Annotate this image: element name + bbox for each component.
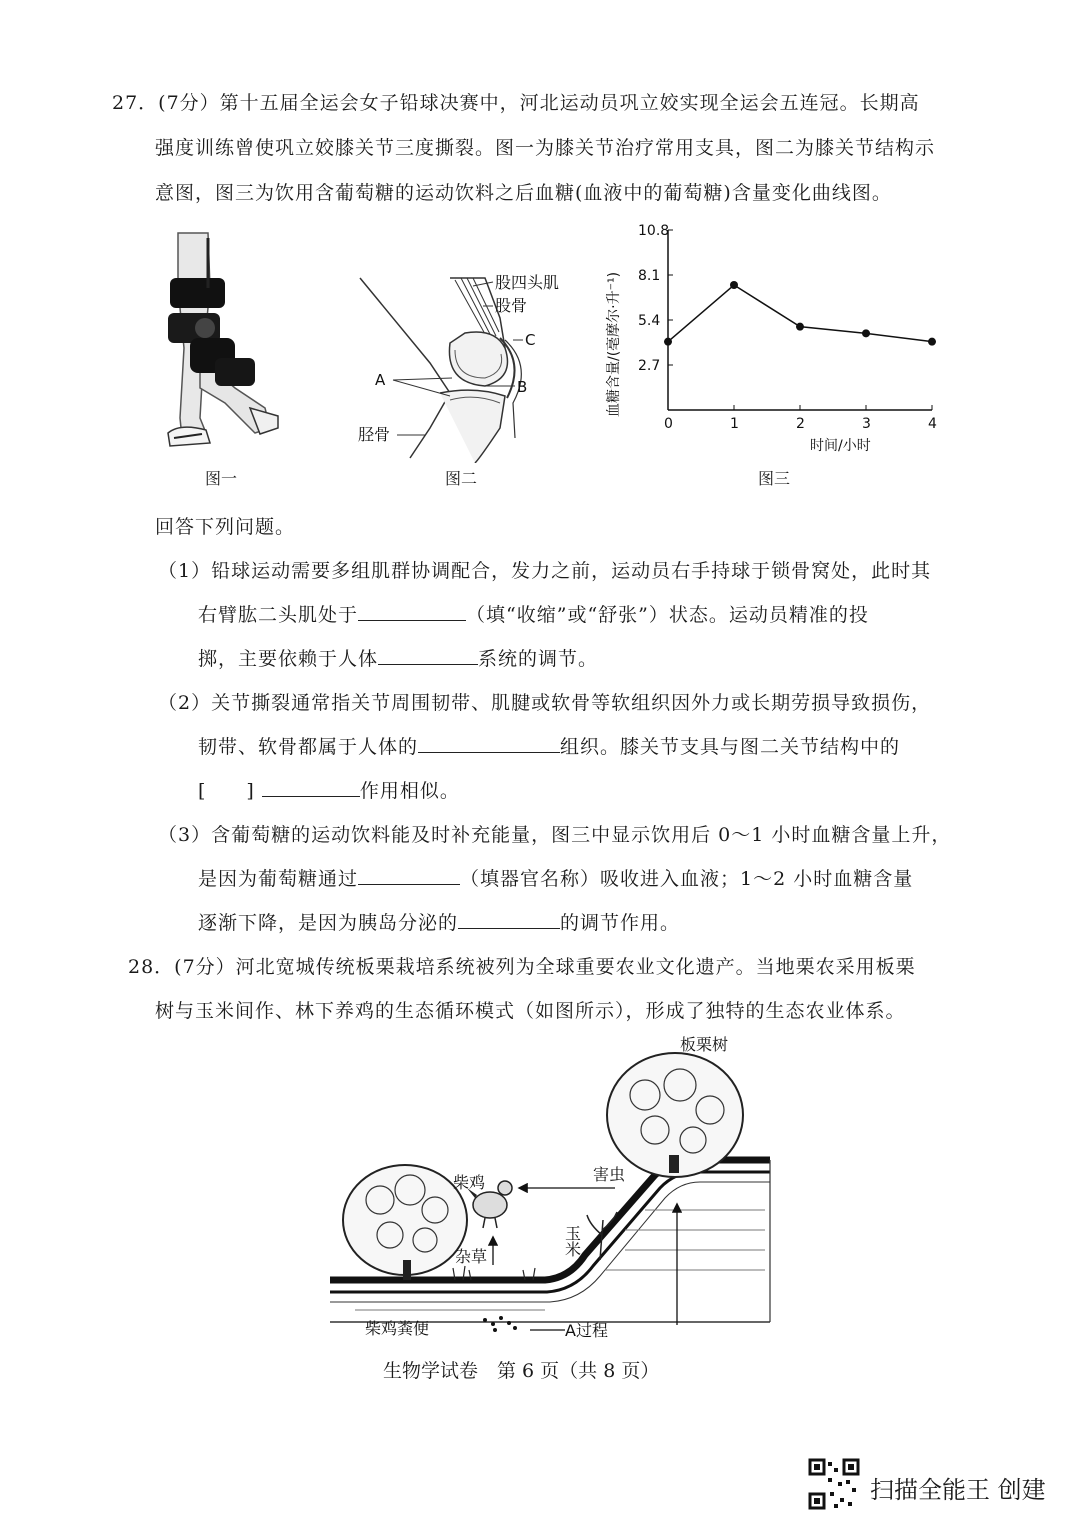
- chart-series-line: [668, 285, 932, 342]
- label-weeds: 杂草: [455, 1247, 488, 1266]
- answer-blank-1[interactable]: [358, 602, 466, 621]
- q27-p3-line2: [198, 864, 913, 891]
- q27-p3-line2-a: 是因为葡萄糖通过: [198, 868, 359, 890]
- answer-blank-5[interactable]: [358, 866, 460, 885]
- chart-y-tick-label: 2.7: [638, 358, 661, 374]
- chart-y-tick-label: 5.4: [638, 313, 661, 329]
- left-shrub: [343, 1165, 467, 1280]
- q27-p1-line2: [198, 600, 869, 627]
- label-c: C: [525, 331, 536, 349]
- chestnut-tree: [607, 1053, 743, 1177]
- label-a: A: [375, 371, 386, 389]
- fig1-caption: 图一: [205, 469, 238, 488]
- chart-x-tick-label: 0: [664, 416, 673, 432]
- chart-x-tick-label: 3: [862, 416, 871, 432]
- q27-p2-line1: （2）关节撕裂通常指关节周围韧带、肌腱或软骨等软组织因外力或长期劳损导致损伤，: [158, 692, 932, 714]
- q27-p2-line3-b: 作用相似。: [359, 780, 460, 802]
- label-manure: 柴鸡粪便: [365, 1319, 430, 1338]
- label-pest: 害虫: [593, 1165, 626, 1184]
- q27-p3-line2-b: （填器官名称）吸收进入血液；1～2 小时血糖含量: [460, 868, 914, 890]
- q27-p1-line1: （1）铅球运动需要多组肌群协调配合，发力之前，运动员右手持球于锁骨窝处，此时其: [158, 560, 932, 582]
- chart-x-axis-label: 时间/小时: [810, 438, 871, 454]
- chart-x-tick-label: 2: [796, 416, 805, 432]
- q27-p3-line3-a: 逐渐下降，是因为胰岛分泌的: [198, 912, 459, 934]
- label-chicken: 柴鸡: [453, 1173, 486, 1192]
- q27-p1-line2-b: （填“收缩”或“舒张”）状态。运动员精准的投: [466, 604, 869, 626]
- q27-p1-line2-a: 右臂肱二头肌处于: [198, 604, 359, 626]
- q27-p3-line3: [198, 908, 680, 935]
- chart-x-tick-label: 4: [928, 416, 937, 432]
- q27-p2-line2: [198, 732, 900, 759]
- blood-glucose-chart: [600, 222, 950, 462]
- q27-p3-line3-b: 的调节作用。: [560, 912, 681, 934]
- q27-p2-line2-a: 韧带、软骨都属于人体的: [198, 736, 419, 758]
- q27-intro-line-2: 强度训练曾使巩立姣膝关节三度撕裂。图一为膝关节治疗常用支具，图二为膝关节结构示: [155, 137, 936, 159]
- chart-y-tick-label: 10.8: [638, 223, 670, 239]
- q27-p3-line1: （3）含葡萄糖的运动饮料能及时补充能量，图三中显示饮用后 0～1 小时血糖含量上升，: [158, 824, 952, 846]
- chart-data-point: [664, 338, 672, 346]
- chart-data-point: [862, 329, 870, 337]
- knee-brace-figure: [160, 228, 290, 463]
- q27-p1-line3: [198, 644, 598, 671]
- q27-p1-line3-b: 系统的调节。: [478, 648, 599, 670]
- label-femur: 股骨: [495, 296, 528, 315]
- answer-blank-4[interactable]: [262, 778, 360, 797]
- chart-data-point: [796, 323, 804, 331]
- watermark-text: 扫描全能王 创建: [870, 1476, 1046, 1504]
- q28-line-1: 28．(7分）河北宽城传统板栗栽培系统被列为全球重要农业文化遗产。当地栗农采用板栗: [128, 956, 916, 978]
- eco-farming-diagram: [325, 1030, 775, 1348]
- knee-joint-diagram: [355, 268, 585, 463]
- fig3-caption: 图三: [758, 469, 791, 488]
- chart-y-tick-label: 8.1: [638, 268, 661, 284]
- chart-x-tick-label: 1: [730, 416, 739, 432]
- label-quadriceps: 股四头肌: [495, 273, 560, 292]
- label-process-a: A过程: [565, 1321, 608, 1340]
- qr-code-icon: [808, 1458, 860, 1510]
- answer-blank-3[interactable]: [418, 734, 560, 753]
- chart-data-point: [730, 281, 738, 289]
- label-corn: 玉米: [562, 1225, 582, 1257]
- q27-p1-line3-a: 掷，主要依赖于人体: [198, 648, 379, 670]
- label-chestnut-tree: 板栗树: [680, 1035, 729, 1054]
- chart-data-point: [928, 338, 936, 346]
- q27-intro-line-1: 27．(7分）第十五届全运会女子铅球决赛中，河北运动员巩立姣实现全运会五连冠。长期高: [112, 92, 920, 114]
- label-b: B: [517, 378, 528, 396]
- q27-p2-line2-b: 组织。膝关节支具与图二关节结构中的: [560, 736, 901, 758]
- manure-dots: [483, 1316, 517, 1332]
- q27-p2-line3: [198, 776, 460, 803]
- label-tibia: 胫骨: [358, 425, 391, 444]
- fig2-caption: 图二: [445, 469, 478, 488]
- page-footer: 生物学试卷 第 6 页（共 8 页）: [383, 1360, 660, 1382]
- chart-y-axis-label: 血糖含量/(毫摩尔·升⁻¹): [606, 271, 622, 417]
- answer-intro: 回答下列问题。: [155, 516, 296, 538]
- q28-line-2: 树与玉米间作、林下养鸡的生态循环模式（如图所示），形成了独特的生态农业体系。: [155, 1000, 906, 1022]
- q27-intro-line-3: 意图，图三为饮用含葡萄糖的运动饮料之后血糖(血液中的葡萄糖)含量变化曲线图。: [155, 182, 892, 204]
- answer-blank-2[interactable]: [378, 646, 478, 665]
- answer-blank-6[interactable]: [458, 910, 560, 929]
- answer-bracket-blank[interactable]: [ ]: [198, 780, 255, 802]
